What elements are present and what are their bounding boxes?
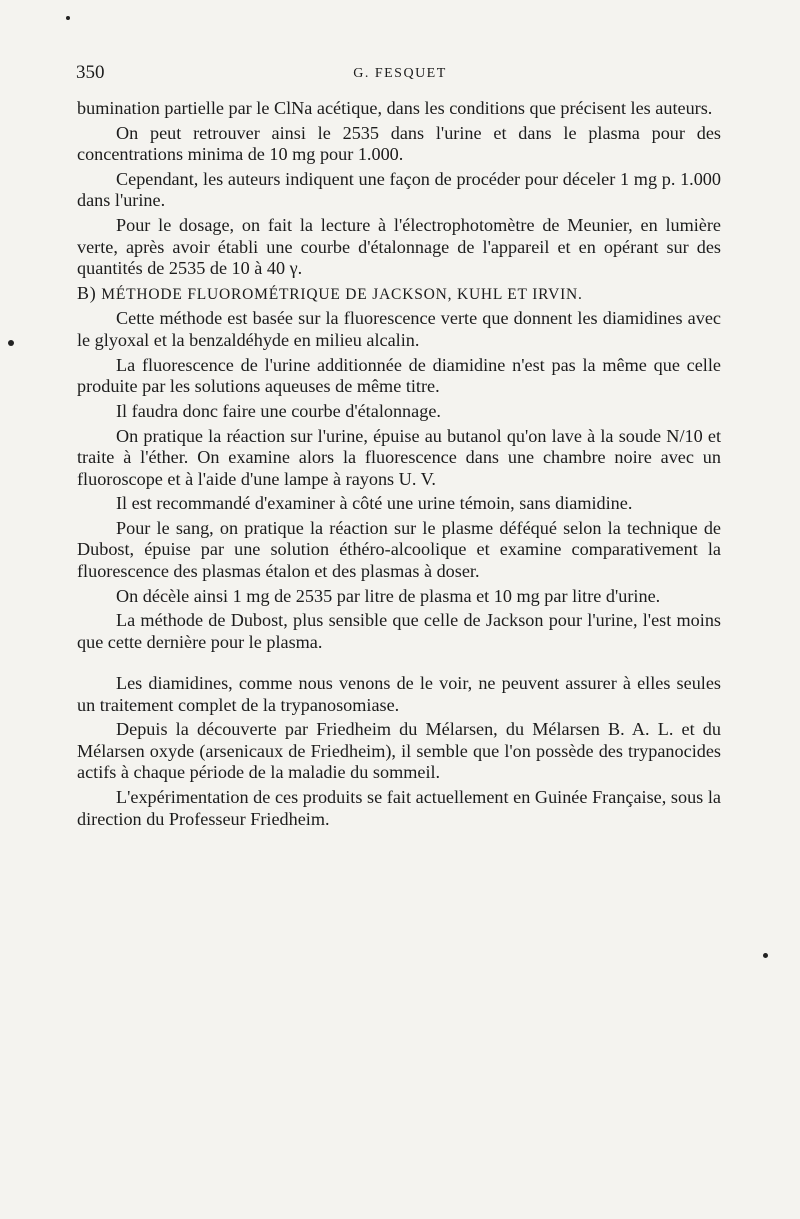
paragraph: Il est recommandé d'examiner à côté une urine témoin, sans diamidine. (116, 493, 633, 514)
running-head: G. FESQUET (353, 66, 447, 81)
section-heading (77, 283, 721, 306)
section-title: MÉTHODE FLUOROMÉTRIQUE DE JACKSON, KUHL ET IRVIN. (101, 285, 583, 303)
paragraph: Depuis la découverte par Friedheim du Mélarsen, du Mélarsen B. A. L. et du Mélarsen oxyde (arsenicaux de Friedheim), il semble que l'on possède des trypanocides actifs à chaque période de la maladie du sommeil. (77, 719, 721, 783)
paragraph: bumination partielle par le ClNa acétique, dans les conditions que précisent les auteurs. (77, 98, 713, 118)
paragraph: L'expérimentation de ces produits se fait actuellement en Guinée Française, sous la direction du Professeur Friedheim. (77, 787, 721, 829)
page-header (76, 62, 724, 86)
paragraph: On pratique la réaction sur l'urine, épuise au butanol qu'on lave à la soude N/10 et traite à l'éther. On examine alors la fluorescence dans une chambre noire avec un fluoroscope et à l'aide d'une lampe à rayons U. V. (77, 425, 721, 489)
ink-speck (763, 953, 768, 958)
paragraph: Pour le sang, on pratique la réaction sur le plasme déféqué selon la technique de Dubost, épuise par une solution éthéro-alcoolique et examine comparativement la fluorescence des plasmas étalon et des plasmas à doser. (77, 517, 721, 581)
paragraph: Cependant, les auteurs indiquent une façon de procéder pour déceler 1 mg p. 1.000 dans l'urine. (77, 168, 721, 211)
paragraph: Pour le dosage, on fait la lecture à l'électrophotomètre de Meunier, en lumière verte, après avoir établi une courbe d'étalonnage de l'appareil et en opérant sur des quantités de 2535 de 10 à 40 γ. (77, 215, 721, 279)
section-label: B) (77, 282, 97, 303)
paragraph: Il faudra donc faire une courbe d'étalonnage. (116, 400, 441, 421)
paragraph: La fluorescence de l'urine additionnée de diamidine n'est pas la même que celle produite par les solutions aqueuses de même titre. (77, 354, 721, 397)
ink-speck (66, 16, 70, 20)
paragraph: On peut retrouver ainsi le 2535 dans l'urine et dans le plasma pour des concentrations minima de 10 mg pour 1.000. (77, 122, 721, 165)
paragraph: On décèle ainsi 1 mg de 2535 par litre de plasma et 10 mg par litre d'urine. (116, 585, 661, 606)
paragraph: Les diamidines, comme nous venons de le voir, ne peuvent assurer à elles seules un traitement complet de la trypanosomiase. (77, 673, 721, 715)
body-text (77, 98, 721, 833)
page-number: 350 (76, 62, 105, 83)
ink-speck (8, 340, 14, 346)
paragraph: Cette méthode est basée sur la fluorescence verte que donnent les diamidines avec le glyoxal et la benzaldéhyde en milieu alcalin. (77, 308, 721, 350)
paragraph: La méthode de Dubost, plus sensible que celle de Jackson pour l'urine, l'est moins que cette dernière pour le plasma. (77, 610, 721, 652)
